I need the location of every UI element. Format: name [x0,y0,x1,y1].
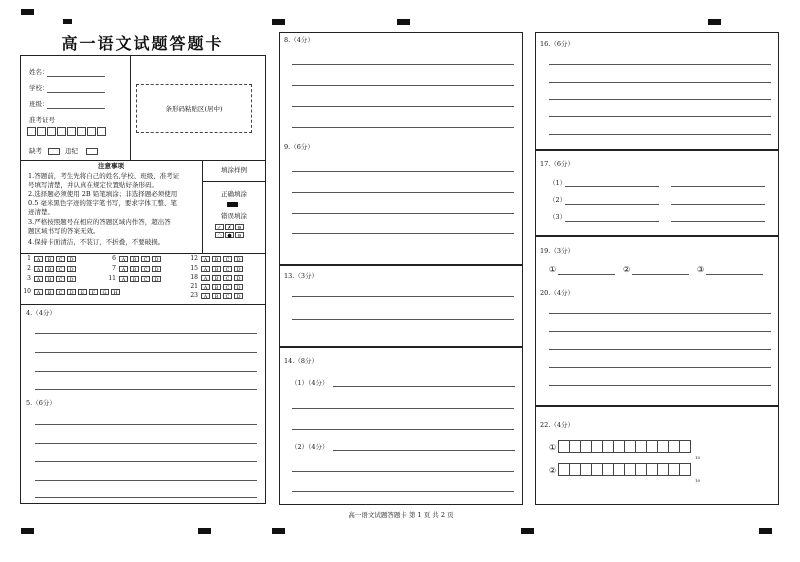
answer-line[interactable] [35,461,257,462]
grid-count-label: 10 [695,478,701,483]
choice-row[interactable]: 3 A B C D [22,276,78,282]
character-grid-row[interactable] [558,440,690,453]
choice-row[interactable]: 21 A B C D [189,284,245,290]
choice-row[interactable]: 6 A B C D [107,256,163,262]
choice-row[interactable]: 18 A B C D [189,275,245,281]
answer-line[interactable] [565,221,659,222]
question-19-item: ② [623,265,631,274]
question-19-item: ③ [697,265,705,274]
question-14-2-label: （2）（4分） [291,443,329,451]
answer-box-q14 [279,347,523,505]
question-17-label: 17.（6分） [540,160,574,168]
answer-line[interactable] [565,204,659,205]
notes-line: 3.严格按照题号在相应的答题区域内作答，超出答 [28,218,171,226]
question-8-label: 8.（4分） [284,36,314,44]
question-20-label: 20.（4分） [540,289,574,297]
grid-count-label: 10 [695,455,701,460]
page-footer: 高一语文试题答题卡 第 1 页 共 2 页 [348,511,454,519]
answer-line[interactable] [292,233,514,234]
answer-line[interactable] [35,497,257,498]
question-22-row-label: ① [549,443,557,452]
fill-example-heading: 填涂样例 [221,166,247,174]
answer-line[interactable] [292,296,514,297]
answer-line[interactable] [549,99,771,100]
name-label: 姓名： [29,68,49,76]
notes-line: 0.5 毫米黑色字迹的签字笔书写，要求字体工整、笔 [28,199,177,207]
choice-row[interactable]: 15 A B C D [189,266,245,272]
answer-line[interactable] [549,349,771,350]
choice-row[interactable]: 7 A B C D [107,266,163,272]
answer-line[interactable] [671,204,765,205]
choice-row[interactable]: 10 A B C D E F G H [22,289,122,295]
answer-line[interactable] [35,389,257,390]
answer-line[interactable] [549,367,771,368]
barcode-label: 条形码粘贴区(居中) [165,105,223,113]
question-17-item: （3） [549,213,567,221]
answer-line[interactable] [292,64,514,65]
registration-mark [397,19,410,25]
notes-line: 迹清楚。 [28,208,54,216]
answer-line[interactable] [292,319,514,320]
school-label: 学校： [29,84,49,92]
answer-line[interactable] [35,480,257,481]
answer-line[interactable] [292,213,514,214]
answer-line[interactable] [333,386,515,387]
answer-line[interactable] [549,385,771,386]
answer-line[interactable] [671,186,765,187]
absent-label: 缺考 [29,147,42,155]
answer-line[interactable] [292,171,514,172]
notes-line: 1.答题前，考生先将自己的姓名,学校、班级、准考证 [28,172,180,180]
answer-line[interactable] [292,106,514,107]
choice-row[interactable]: 12 A B C D [189,256,245,262]
answer-line[interactable] [706,274,763,275]
registration-mark [272,528,285,534]
answer-line[interactable] [292,429,514,430]
character-grid-row[interactable] [558,463,690,476]
question-17-item: （2） [549,196,567,204]
answer-line[interactable] [292,85,514,86]
answer-line[interactable] [292,471,514,472]
correct-fill-mark [227,202,238,207]
registration-mark [21,9,34,15]
choice-row[interactable]: 1 A B C D [22,256,78,262]
answer-box-q19-q20 [535,236,779,406]
registration-mark [63,19,72,24]
violation-checkbox[interactable] [86,148,98,155]
absent-checkbox[interactable] [48,148,60,155]
wrong-fill-label: 错误填涂 [221,212,247,220]
question-22-label: 22.（4分） [540,421,574,429]
question-19-label: 19.（3分） [540,247,574,255]
answer-line[interactable] [565,186,659,187]
question-14-1-label: （1）（4分） [291,379,329,387]
answer-line[interactable] [632,274,689,275]
class-field[interactable] [47,108,105,109]
answer-line[interactable] [549,331,771,332]
answer-line[interactable] [333,450,515,451]
correct-fill-label: 正确填涂 [221,190,247,198]
registration-mark [272,19,285,25]
answer-line[interactable] [292,192,514,193]
class-label: 班级： [29,100,49,108]
answer-line[interactable] [292,491,514,492]
answer-box-q4-q5 [20,304,266,504]
answer-line[interactable] [549,134,771,135]
answer-line[interactable] [671,221,765,222]
notes-line: 2.选择题必须使用 2B 铅笔填涂；非选择题必须使用 [28,190,178,198]
answer-line[interactable] [549,64,771,65]
notes-line: 4.保持卡面清洁，不装订，不折叠，不要破损。 [28,238,165,246]
registration-mark [521,528,534,534]
violation-label: 违纪 [65,147,78,155]
choice-row[interactable]: 23 A B C D [189,293,245,299]
choice-row[interactable]: 11 A B C D [107,276,163,282]
answer-line[interactable] [549,116,771,117]
question-17-item: （1） [549,179,567,187]
question-19-item: ① [549,265,557,274]
name-field[interactable] [47,76,105,77]
answer-line[interactable] [35,443,257,444]
answer-line[interactable] [35,333,257,334]
answer-line[interactable] [292,127,514,128]
notes-line: 题区域书写的答案无效。 [28,227,100,235]
registration-mark [708,19,721,25]
notes-heading: 注意事项 [98,162,124,170]
answer-line[interactable] [35,424,257,425]
answer-line[interactable] [558,274,615,275]
registration-mark [198,528,211,534]
question-16-label: 16.（6分） [540,40,574,48]
exam-id-label: 准考证号 [29,116,55,124]
registration-mark [759,528,772,534]
wrong-fill-marks: ✓ ✗ ⊖ ◌ ● ⊖ [215,224,255,238]
answer-box-q16 [535,32,779,150]
question-4-label: 4.（4分） [26,309,56,317]
school-field[interactable] [47,92,105,93]
notes-line: 号填写清楚，并认真在规定位置贴好条形码。 [28,181,158,189]
question-22-row-label: ② [549,466,557,475]
exam-id-boxes[interactable] [27,127,107,136]
answer-line[interactable] [35,371,257,372]
page-title: 高一语文试题答题卡 [61,34,224,53]
answer-line[interactable] [549,313,771,314]
question-5-label: 5.（6分） [26,399,56,407]
answer-box-q8-q9 [279,32,523,265]
question-13-label: 13.（3分） [284,272,318,280]
answer-line[interactable] [35,352,257,353]
choice-row[interactable]: 2 A B C D [22,266,78,272]
registration-mark [21,528,34,534]
answer-line[interactable] [549,82,771,83]
question-14-label: 14.（8分） [284,357,318,365]
answer-line[interactable] [292,408,514,409]
question-9-label: 9.（6分） [284,143,314,151]
